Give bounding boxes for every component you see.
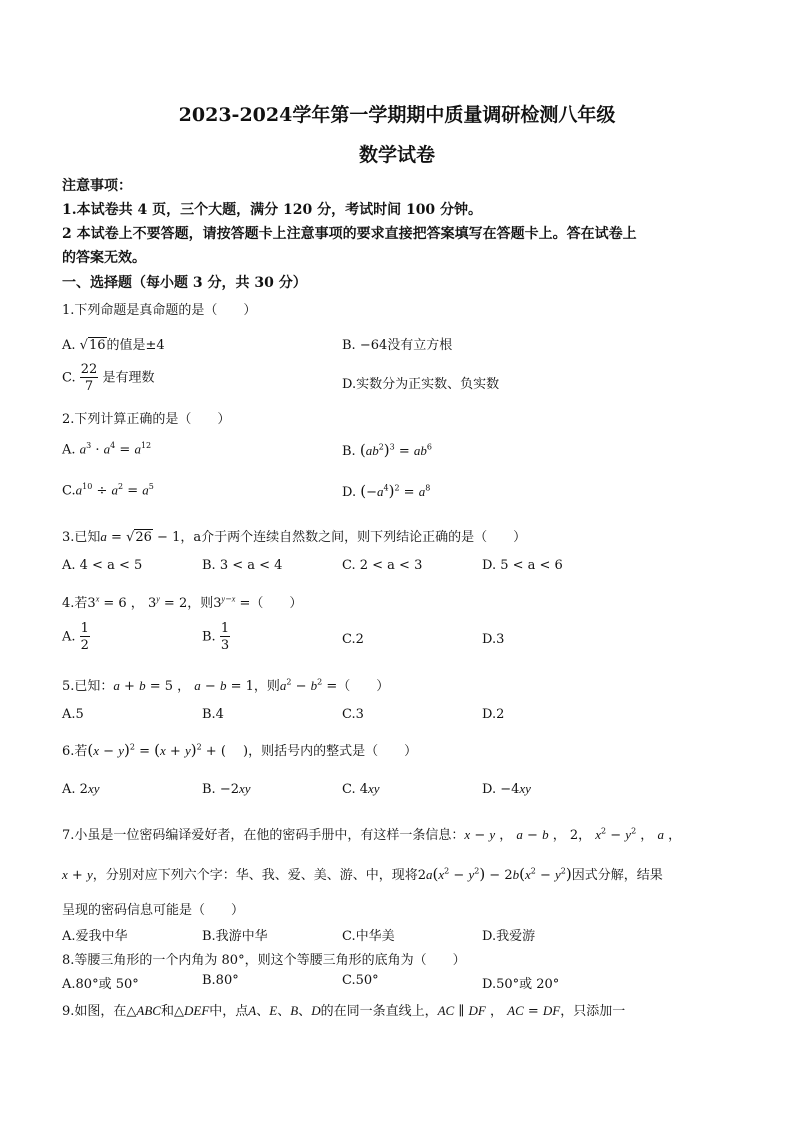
question-6-option-d: D. −4xy: [482, 781, 531, 797]
question-2-option-b: B. $(ab^2)^3 = ab^6$: [342, 441, 432, 459]
question-3-option-c: C. 2 < a < 3: [342, 558, 423, 573]
section-heading: 一、选择题（每小题 3 分，共 30 分）: [62, 275, 307, 291]
fraction: $\frac{1}{2}$: [80, 621, 89, 653]
question-2-stem: 2.下列计算正确的是（ ）: [62, 412, 231, 427]
question-6-option-b: B. −2xy: [202, 781, 251, 797]
fraction: $\frac{1}{3}$: [220, 621, 230, 653]
question-8-stem: 8.等腰三角形的一个内角为 80°，则这个等腰三角形的底角为（ ）: [62, 953, 466, 968]
question-4-option-c: C.2: [342, 632, 364, 647]
page-subtitle: 数学试卷: [358, 144, 435, 166]
question-1-option-d: D.实数分为正实数、负实数: [342, 377, 500, 392]
question-1-stem: 1.下列命题是真命题的是（ ）: [62, 303, 257, 318]
page-title: 2023-2024学年第一学期期中质量调研检测八年级: [178, 104, 616, 126]
question-7-line-3: 呈现的密码信息可能是（ ）: [62, 903, 245, 918]
question-5-option-b: B.4: [202, 707, 224, 722]
question-3-option-a: A. 4 < a < 5: [62, 558, 143, 573]
question-5-option-a: A.5: [62, 707, 84, 722]
fraction: $\frac{22}{7}$: [80, 362, 98, 394]
question-3-option-b: B. 3 < a < 4: [202, 558, 283, 573]
question-7-option-b: B.我游中华: [202, 929, 268, 944]
question-6-option-a: A. 2xy: [62, 781, 100, 797]
question-5-option-c: C.3: [342, 707, 364, 722]
question-4-option-b: B. $\frac{1}{3}$: [202, 621, 230, 653]
question-2-option-a: A. $a^3 \cdot a^4 = a^{12}$: [62, 441, 152, 458]
question-7-option-a: A.爱我中华: [62, 929, 128, 944]
question-7-line-2: x + y，分别对应下列六个字：华、我、爱、美、游、中，现将$2a(x^2 - y^2) - 2b(x^2 - y^2)$因式分解，结果: [62, 865, 663, 883]
question-7-option-d: D.我爱游: [482, 929, 536, 944]
question-2-option-d: D. $(-a^4)^2 = a^8$: [342, 482, 431, 500]
question-3-option-d: D. 5 < a < 6: [482, 558, 563, 573]
question-6-option-c: C. 4xy: [342, 781, 380, 797]
question-2-option-c: $C.a^{10} \div a^2 = a^5$: [62, 482, 154, 499]
question-5-option-d: D.2: [482, 707, 505, 722]
notice-item-1: 1.本试卷共 4 页，三个大题，满分 120 分，考试时间 100 分钟。: [62, 202, 483, 218]
question-8-option-c: C.50°: [342, 973, 379, 988]
notice-item-2-line-1: 2 本试卷上不要答题，请按答题卡上注意事项的要求直接把答案填写在答题卡上。答在试卷上: [62, 226, 637, 242]
question-1-option-c: C. $\frac{22}{7}$ 是有理数: [62, 362, 155, 394]
question-7-line-1: 7.小虽是一位密码编译爱好者，在他的密码手册中，有这样一条信息：x − y ， a − b ， 2， $x^2 - y^2$ ， a ，: [62, 826, 682, 843]
question-5-stem: 5.已知：a + b = 5 ， a − b = 1，则$a^2 - b^2$ =（ ）: [62, 677, 390, 694]
notice-item-2-line-2: 的答案无效。: [62, 250, 146, 266]
question-4-option-a: A. $\frac{1}{2}$: [62, 621, 89, 653]
question-6-stem: 6.若$(x - y)^2 = (x + y)^2$ + ( )，则括号内的整式是（ ）: [62, 741, 418, 759]
question-8-option-a: A.80°或 50°: [62, 977, 139, 992]
question-7-option-c: C.中华美: [342, 929, 395, 944]
question-4-option-d: D.3: [482, 632, 505, 647]
question-8-option-d: D.50°或 20°: [482, 977, 560, 992]
question-8-option-b: B.80°: [202, 973, 239, 988]
question-1-option-b: B. −64没有立方根: [342, 338, 453, 353]
question-1-option-a: A. √16的值是±4: [62, 338, 165, 353]
question-4-stem: 4.若$3^x = 6$ ， $3^y = 2$，则$3^{y-x}$ =（ ）: [62, 594, 303, 611]
question-3-stem: 3.已知a = √26 − 1，a介于两个连续自然数之间，则下列结论正确的是（ ）: [62, 529, 527, 545]
notice-heading: 注意事项：: [62, 178, 132, 194]
question-9-stem: 9.如图，在△ABC和△DEF中，点A、E、B、D的在同一条直线上，AC ∥ DF ， AC = DF，只添加一: [62, 1003, 626, 1019]
